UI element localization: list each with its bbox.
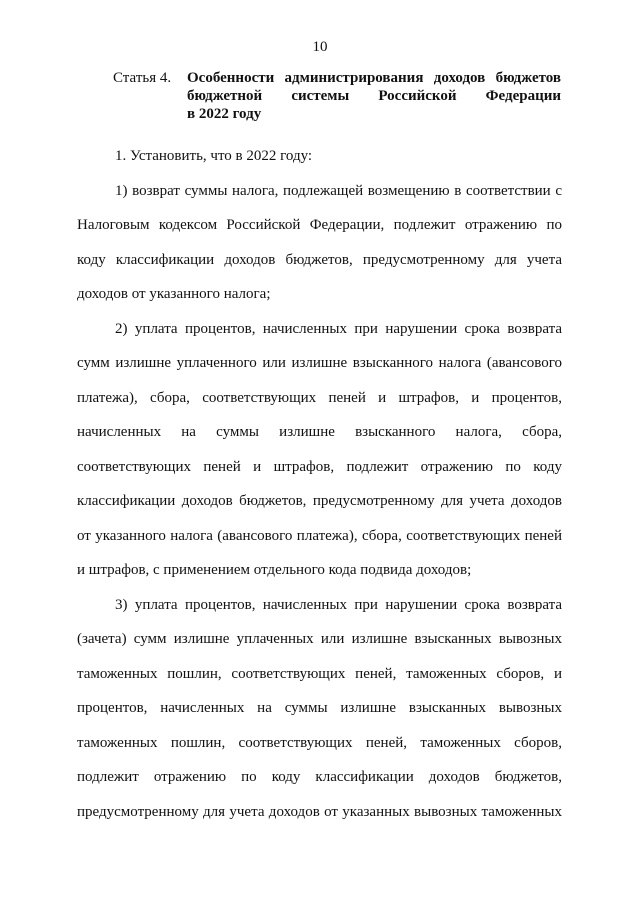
item-2-line: сумм излишне уплаченного или излишне взысканного налога (авансового <box>77 355 562 371</box>
item-1-line: 1) возврат суммы налога, подлежащей возмещению в соответствии с <box>115 182 562 199</box>
item-1-line: коду классификации доходов бюджетов, предусмотренному для учета <box>77 251 562 268</box>
article-title <box>187 69 561 123</box>
item-2-line: начисленных на суммы излишне взысканного налога, сбора, <box>77 424 562 440</box>
item-3-line: 3) уплата процентов, начисленных при нарушении срока возврата <box>115 596 562 613</box>
item-3-line: процентов, начисленных на суммы излишне взысканных вывозных <box>77 700 562 716</box>
article-title-line: Особенности администрирования доходов бюджетов <box>187 70 561 86</box>
item-2-line: 2) уплата процентов, начисленных при нарушении срока возврата <box>115 320 562 337</box>
item-2-line: соответствующих пеней и штрафов, подлежит отражению по коду <box>77 458 562 475</box>
item-3-line: таможенных пошлин, соответствующих пеней, таможенных сборов, и <box>77 665 562 682</box>
item-3-line: предусмотренному для учета доходов от указанных вывозных таможенных <box>77 803 562 820</box>
item-1-line: Налоговым кодексом Российской Федерации, подлежит отражению по <box>77 217 562 233</box>
article-heading <box>113 69 561 123</box>
item-2-line: платежа), сбора, соответствующих пеней и штрафов, и процентов, <box>77 389 562 406</box>
article-body <box>77 139 562 829</box>
clause-1-intro: 1. Установить, что в 2022 году: <box>115 148 313 164</box>
item-1-line: доходов от указанного налога; <box>77 286 271 302</box>
article-label: Статья 4. <box>113 70 172 86</box>
page-number: 10 <box>312 39 328 55</box>
article-title-line: в 2022 году <box>187 106 262 122</box>
item-3-line: подлежит отражению по коду классификации доходов бюджетов, <box>77 769 562 785</box>
item-2-line: от указанного налога (авансового платежа), сбора, соответствующих пеней <box>77 527 562 544</box>
item-3-line: таможенных пошлин, соответствующих пеней, таможенных сборов, <box>77 734 562 751</box>
item-3-line: (зачета) сумм излишне уплаченных или излишне взысканных вывозных <box>77 631 562 647</box>
article-title-line: бюджетной системы Российской Федерации <box>187 88 561 104</box>
item-2-line: и штрафов, с применением отдельного кода подвида доходов; <box>77 562 472 578</box>
item-2-line: классификации доходов бюджетов, предусмотренному для учета доходов <box>77 493 562 509</box>
